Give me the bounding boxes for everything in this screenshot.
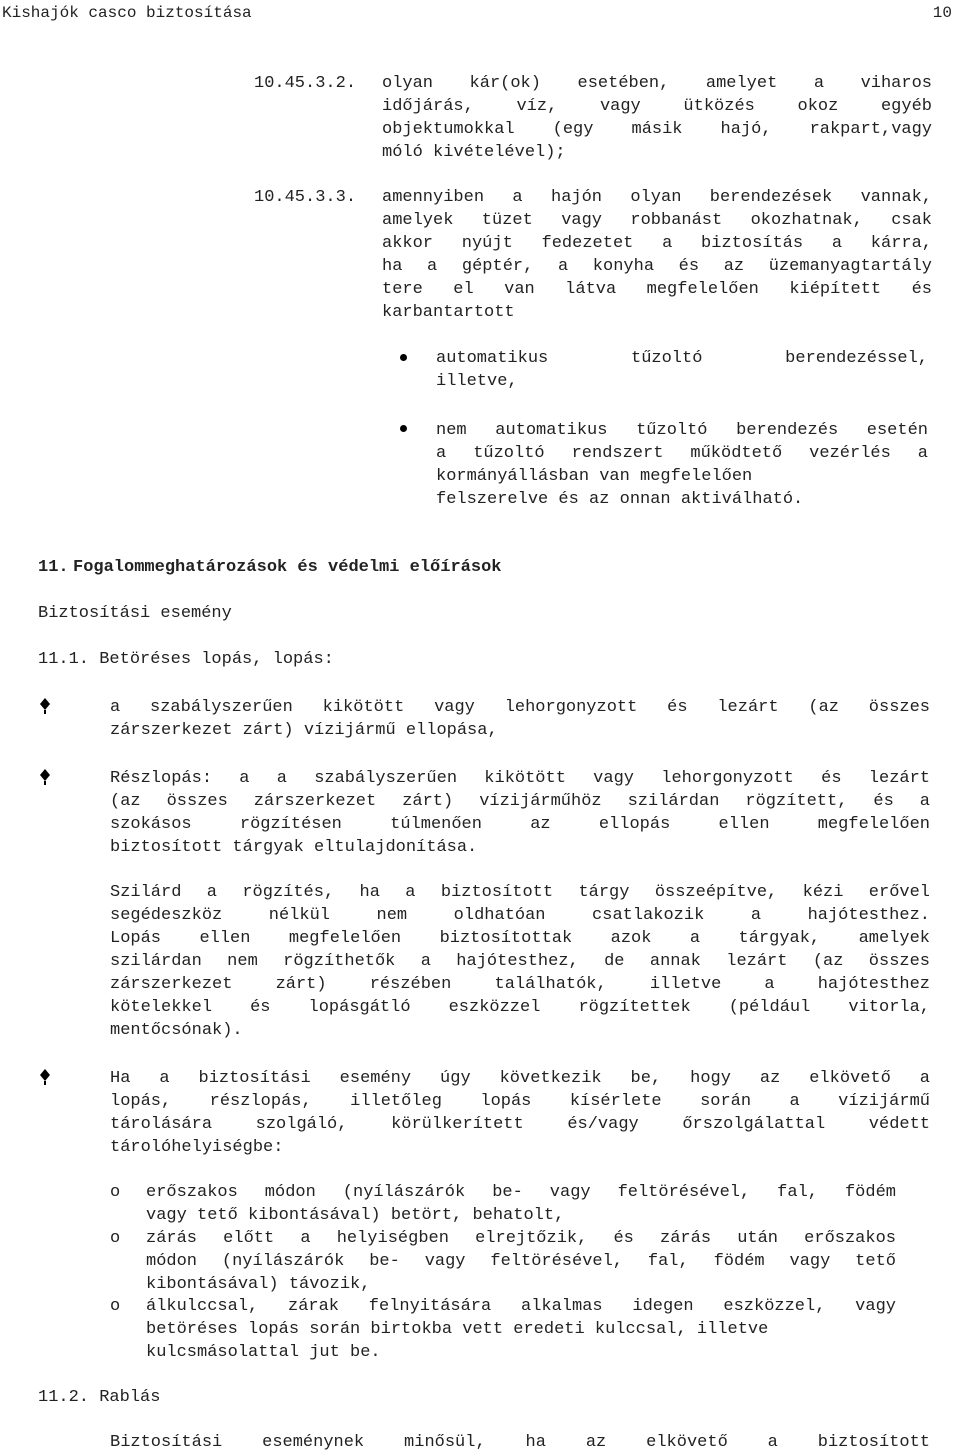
- text-line: mentőcsónak).: [110, 1021, 243, 1040]
- diamond-bullet-icon: [40, 769, 50, 786]
- text-line: amelyek tüzet vagy robbanást okozhatnak, csak: [382, 211, 932, 230]
- list-item: [146, 1227, 896, 1296]
- text-line: olyan kár(ok) esetében, amelyet a viharos: [382, 74, 932, 93]
- list-item: [110, 696, 930, 742]
- list-item: [146, 1295, 896, 1364]
- section-number: 11.: [38, 558, 69, 577]
- bullet-dot-icon: [400, 425, 407, 432]
- clause-text: [382, 186, 932, 324]
- bullet-item: [436, 347, 928, 393]
- page-number: 10: [932, 4, 952, 22]
- text-line: objektumokkal (egy másik hajó, rakpart,vagy: [382, 120, 932, 139]
- circle-bullet-icon: o: [110, 1229, 121, 1248]
- text-line: tárolására szolgáló, körülkerített és/vagy őrszolgálattal védett: [110, 1115, 930, 1134]
- text-line: kötelekkel és lopásgátló eszközzel rögzítettek (például vitorla,: [110, 998, 930, 1017]
- list-item: [110, 767, 930, 859]
- text-line: módon (nyílászárók be- vagy feltörésével, fal, födém vagy tető: [146, 1252, 896, 1271]
- text-line: akkor nyújt fedezetet a biztosítás a kárra,: [382, 234, 932, 253]
- paragraph: [110, 881, 930, 1042]
- text-line: vagy tető kibontásával) betört, behatolt,: [146, 1206, 565, 1225]
- text-line: kormányállásban van megfelelően: [436, 467, 753, 486]
- text-line: ha a géptér, a konyha és az üzemanyagtartály: [382, 257, 932, 276]
- text-line: zárszerkezet zárt) részében találhatók, illetve a hajótesthez: [110, 975, 930, 994]
- diamond-bullet-icon: [40, 698, 50, 715]
- text-line: Lopás ellen megfelelően biztosítottak azok a tárgyak, amelyek: [110, 929, 930, 948]
- section-heading: Fogalommeghatározások és védelmi előírások: [73, 558, 502, 577]
- page-header: [0, 2, 960, 24]
- clause-number: 10.45.3.3.: [254, 188, 357, 207]
- bullet-item: [436, 419, 928, 511]
- text-line: betöréses lopás során birtokba vett eredeti kulccsal, illetve: [146, 1320, 769, 1339]
- text-line: szilárdan nem rögzíthetők a hajótesthez, de annak lezárt (az összes: [110, 952, 930, 971]
- text-line: erőszakos módon (nyílászárók be- vagy feltörésével, fal, födém: [146, 1183, 896, 1202]
- text-line: lopás, részlopás, illetőleg lopás kísérlete során a vízijármű: [110, 1092, 930, 1111]
- text-line: karbantartott: [382, 303, 515, 322]
- text-line: biztosított tárgyak eltulajdonítása.: [110, 838, 478, 857]
- text-line: szokásos rögzítésen túlmenően az ellopás ellen megfelelően: [110, 815, 930, 834]
- text-line: segédeszköz nélkül nem oldhatóan csatlakozik a hajótesthez.: [110, 906, 930, 925]
- text-line: amennyiben a hajón olyan berendezések vannak,: [382, 188, 932, 207]
- text-line: álkulccsal, zárak felnyitására alkalmas idegen eszközzel, vagy: [146, 1297, 896, 1316]
- document-title: Kishajók casco biztosítása: [2, 4, 252, 22]
- text-line: kibontásával) távozik,: [146, 1275, 371, 1294]
- text-line: illetve,: [436, 372, 518, 391]
- text-line: automatikus tűzoltó berendezéssel,: [436, 349, 928, 368]
- text-line: nem automatikus tűzoltó berendezés esetén: [436, 421, 928, 440]
- text-line: móló kivételével);: [382, 143, 566, 162]
- text-line: időjárás, víz, vagy ütközés okoz egyéb: [382, 97, 932, 116]
- text-line: a tűzoltó rendszert működtető vezérlés a: [436, 444, 928, 463]
- list-item: [110, 1067, 930, 1159]
- clause-number: 10.45.3.2.: [254, 74, 357, 93]
- text-line: a szabályszerűen kikötött vagy lehorgonyzott és lezárt (az összes: [110, 698, 930, 717]
- text-line: kulcsmásolattal jut be.: [146, 1343, 381, 1362]
- text-line: (az összes zárszerkezet zárt) vízijárműhöz szilárdan rögzített, és a: [110, 792, 930, 811]
- clause-text: [382, 72, 932, 164]
- text-line: felszerelve és az onnan aktiválható.: [436, 490, 804, 509]
- list-item: [146, 1181, 896, 1227]
- text-line: tárolóhelyiségbe:: [110, 1138, 284, 1157]
- text-line: Ha a biztosítási esemény úgy következik be, hogy az elkövető a: [110, 1069, 930, 1088]
- section-subtitle: Biztosítási esemény: [38, 604, 232, 623]
- item-heading: 11.1. Betöréses lopás, lopás:: [38, 650, 334, 669]
- text-line: zárás előtt a helyiségben elrejtőzik, és zárás után erőszakos: [146, 1229, 896, 1248]
- text-line: zárszerkezet zárt) vízijármű ellopása,: [110, 721, 498, 740]
- circle-bullet-icon: o: [110, 1297, 121, 1316]
- text-line: Részlopás: a a szabályszerűen kikötött vagy lehorgonyzott és lezárt: [110, 769, 930, 788]
- diamond-bullet-icon: [40, 1069, 50, 1086]
- text-line: Biztosítási eseménynek minősül, ha az elkövető a biztosított: [110, 1433, 930, 1452]
- item-heading: 11.2. Rablás: [38, 1388, 161, 1407]
- circle-bullet-icon: o: [110, 1183, 121, 1202]
- bullet-dot-icon: [400, 354, 407, 361]
- text-line: Szilárd a rögzítés, ha a biztosított tárgy összeépítve, kézi erővel: [110, 883, 930, 902]
- text-line: tere el van látva megfelelően kiépített és: [382, 280, 932, 299]
